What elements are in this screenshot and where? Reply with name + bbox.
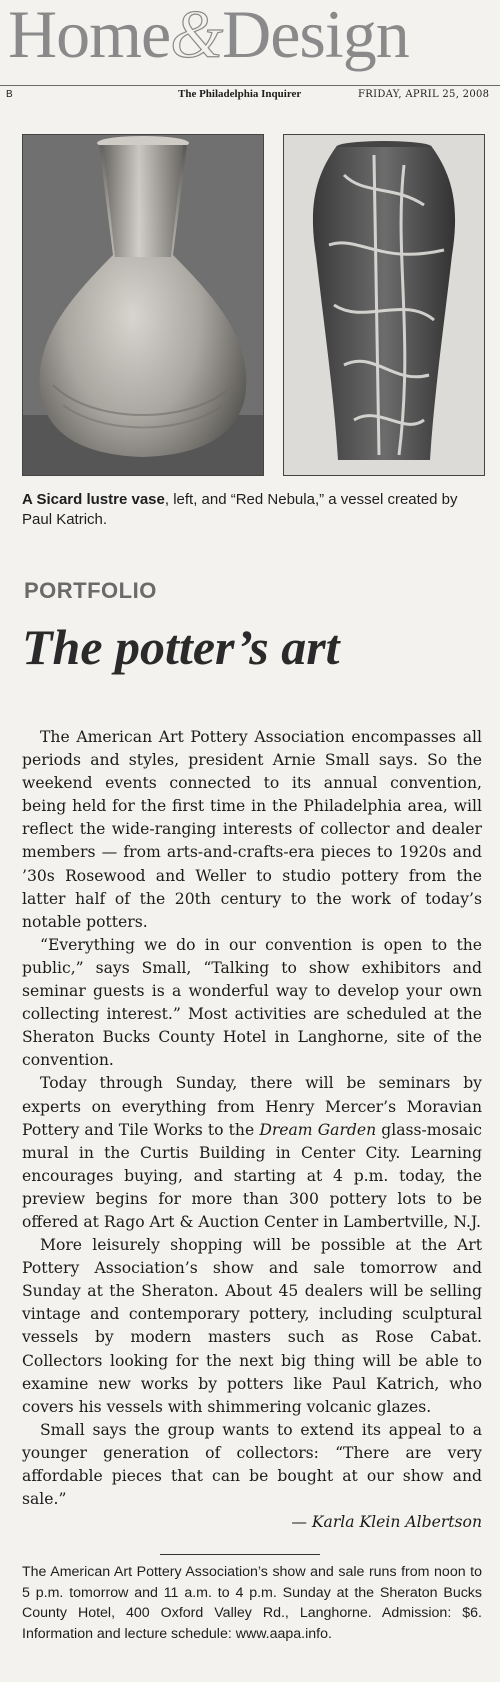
story-paragraph: “Everything we do in our convention is open to the public,” says Small, “Talking to show exhibitors and seminar guests is a wonderful way to develop your own collecting interest.” Most activities are scheduled at the Sheraton Bucks County Hotel in Langhorne, site of the convention. — [22, 935, 482, 1070]
story-body — [22, 726, 482, 1534]
caption-text: , left, and “Red Nebula,” a vessel created by Paul Katrich. — [22, 491, 458, 528]
headline: The potter’s art — [22, 619, 340, 675]
section-title-ampersand: & — [170, 0, 223, 72]
issue-date: FRIDAY, APRIL 25, 2008 — [358, 89, 490, 100]
caption-lead: A Sicard lustre vase — [22, 491, 165, 508]
photo-red-nebula — [283, 134, 485, 476]
section-title-design: Design — [222, 0, 409, 72]
newspaper-name: The Philadelphia Inquirer — [178, 88, 302, 100]
story-paragraph: Small says the group wants to extend its appeal to a younger generation of collectors: “There are very affordable pieces that can be bought at our show and sale.” — [22, 1420, 482, 1509]
photo-caption — [22, 490, 482, 530]
divider — [160, 1554, 320, 1555]
kicker: PORTFOLIO — [24, 578, 157, 603]
section-title-home: Home — [8, 0, 171, 72]
dateline — [0, 85, 500, 102]
page-letter: B — [6, 89, 13, 100]
section-title — [8, 0, 409, 74]
event-info-box: The American Art Pottery Association’s show and sale runs from noon to 5 p.m. tomorrow and 11 a.m. to 4 p.m. Sunday at the Sheraton Bucks County Hotel, 400 Oxford Valley Rd., Langhorne. Admission: $6. Information and lecture schedule: www.aapa.info. — [22, 1564, 482, 1642]
masthead — [0, 0, 500, 88]
story-paragraph — [22, 1072, 482, 1234]
red-nebula-illustration — [284, 135, 484, 475]
sicard-vase-illustration — [23, 135, 263, 475]
story-text: glass-mosaic mural in the Curtis Building in Center City. Learning encourages buying, and starting at 4 p.m. today, the preview begins for more than 300 pottery lots to be offered at Rago Art & Auction Center in Lambertville, N.J. — [22, 1120, 482, 1231]
photo-sicard-vase — [22, 134, 264, 476]
story-text: Today through Sunday, there will be seminars by experts on everything from Henry Mercer’s Moravian Pottery and Tile Works to the — [22, 1074, 482, 1139]
story-paragraph: More leisurely shopping will be possible at the Art Pottery Association’s show and sale tomorrow and Sunday at the Sheraton. About 45 dealers will be selling vintage and contemporary pottery, including sculptural vessels by modern masters such as Rose Cabat. Collectors looking for the next big thing will be able to examine new works by potters like Paul Katrich, who covers his vessels with shimmering volcanic glazes. — [22, 1236, 482, 1416]
byline: — Karla Klein Albertson — [291, 1513, 482, 1532]
story-paragraph: The American Art Pottery Association encompasses all periods and styles, president Arnie Small says. So the weekend events connected to its annual convention, being held for the first time in the Philadelphia area, will reflect the wide-ranging interests of collector and dealer members — from arts-and-crafts-era pieces to 1920s and ’30s Rosewood and Weller to studio pottery from the latter half of the 20th century to the work of today’s notable potters. — [22, 728, 482, 931]
dream-garden-title: Dream Garden — [259, 1120, 377, 1139]
